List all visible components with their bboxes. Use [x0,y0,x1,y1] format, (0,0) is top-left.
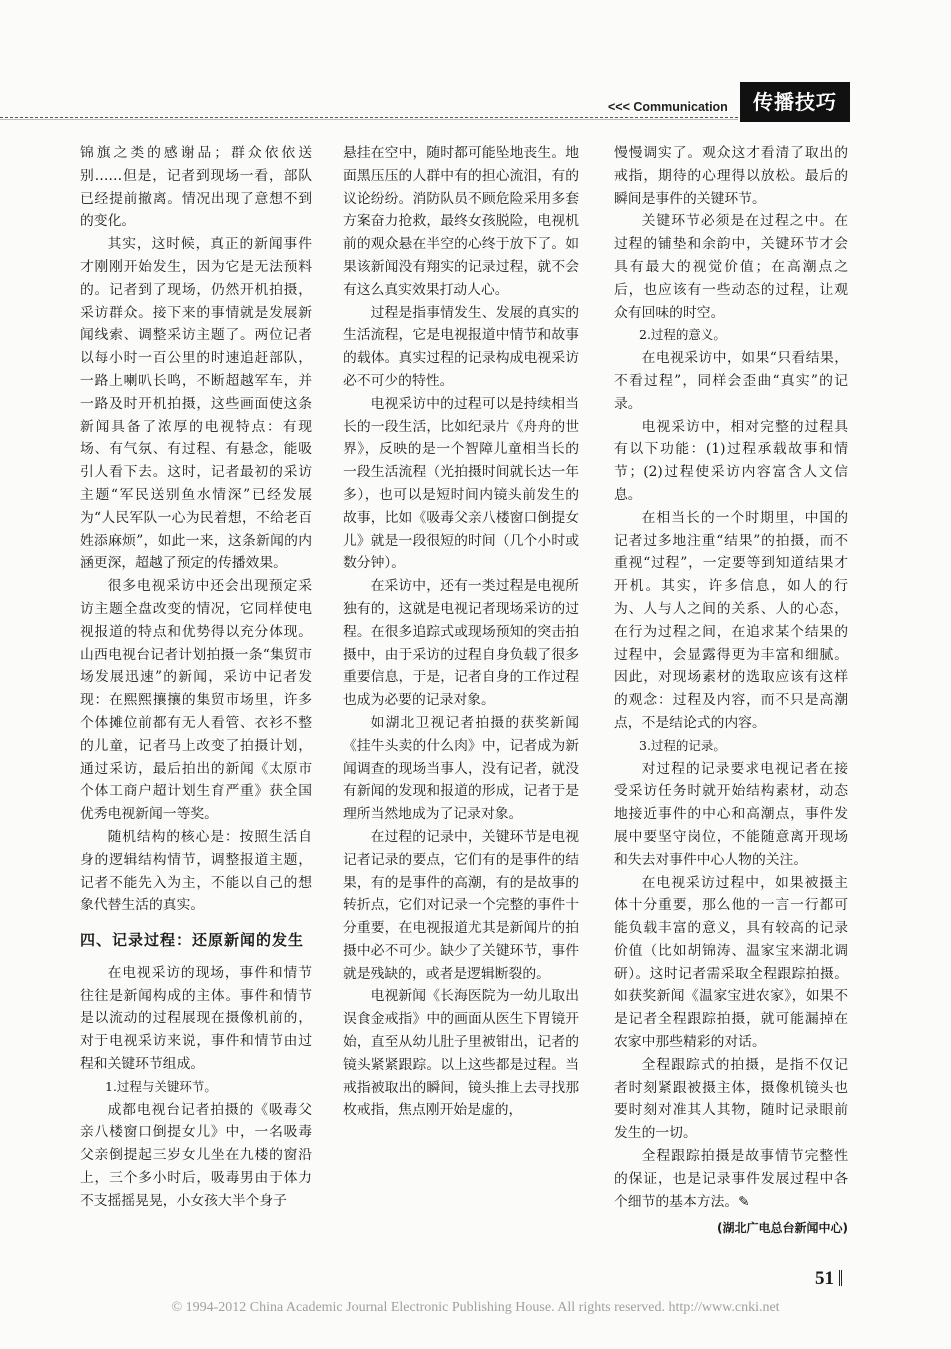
header-rule [0,117,738,118]
paragraph: 对过程的记录要求电视记者在接受采访任务时就开始结构素材，动态地接近事件的中心和高潮点，事件发展中要坚守岗位，不能随意离开现场和失去对事件中心人物的关注。 [614,760,848,868]
paragraph: 在相当长的一个时期里，中国的记者过多地注重“结果”的拍摄，而不重视“过程”，一定要等到知道结果才开机。其实，许多信息，如人的行为、人与人之间的关系、人的心态，在行为过程之间，在追求某个结果的过程中，会显露得更为丰富和细腻。因此，对现场素材的选取应该有这样的观念：过程及内容，而不只是高潮点，不是结论式的内容。 [614,509,848,731]
paragraph: 在采访中，还有一类过程是电视所独有的，这就是电视记者现场采访的过程。在很多追踪式或现场预知的突击拍摄中，由于采访的过程自身负载了很多重要信息，于是，记者自身的工作过程也成为必要的记录对象。 [343,578,579,709]
column-1 [80,142,312,1213]
section-title-box: 传播技巧 [740,82,850,122]
copyright-notice: © 1994-2012 China Academic Journal Electronic Publishing House. All rights reserved. http://www.cnki.net [171,1300,780,1315]
paragraph: 在电视采访的现场，事件和情节往往是新闻构成的主体。事件和情节是以流动的过程展现在摄像机前的，对于电视采访来说，事件和情节由过程和关键环节组成。 [80,964,312,1073]
paragraph: 电视采访中的过程可以是持续相当长的一段生活，比如纪录片《舟舟的世界》，反映的是一个智障儿童相当长的一段生活流程（光拍摄时间就长达一年多），也可以是短时间内镜头前发生的故事，比如《吸毒父亲八楼窗口倒提女儿》就是一段很短的时间（几个小时或数分钟）。 [343,395,579,572]
paragraph: 其实，这时候，真正的新闻事件才刚刚开始发生，因为它是无法预料的。记者到了现场，仍然开机拍摄，采访群众。接下来的事情就是发展新闻线索、调整采访主题了。两位记者以每小时一百公里的时速追赶部队，一路上喇叭长鸣，不断超越军车，并一路及时开机拍摄，这些画面使这条新闻具备了浓厚的电视特点：有现场、有气氛、有过程、有悬念，能吸引人看下去。这时，记者最初的采访主题“军民送别鱼水情深”已经发展为“人民军队一心为民着想，不给老百姓添麻烦”，如此一来，这条新闻的内涵更深，超越了预定的传播效果。 [80,236,312,572]
sub-heading: 3.过程的记录。 [639,737,726,753]
paragraph: 锦旗之类的感谢品；群众依依送别……但是，记者到现场一看，部队已经提前撤离。情况出现了意想不到的变化。 [80,145,312,230]
paragraph: 关键环节必须是在过程之中。在过程的铺垫和余韵中，关键环节才会具有最大的视觉价值；在高潮点之后，也应该有一些动态的过程，让观众有回味的时空。 [614,213,848,321]
paragraph: 在电视采访过程中，如果被摄主体十分重要，那么他的一言一行都可能负载丰富的意义，具有较高的记录价值（比如胡锦涛、温家宝来湖北调研）。这时记者需采取全程跟踪拍摄。如获奖新闻《温家宝进农家》，如果不是记者全程跟踪拍摄，就可能漏掉在农家中那些精彩的对话。 [614,874,848,1051]
paragraph: 随机结构的核心是：按照生活自身的逻辑结构情节，调整报道主题，记者不能先入为主，不能以自己的想象代替生活的真实。 [80,828,312,914]
paragraph: 电视新闻《长海医院为一幼儿取出误食金戒指》中的画面从医生下胃镜开始，直至从幼儿肚子里被钳出，记者的镜头紧紧跟踪。以上这些都是过程。当戒指被取出的瞬间，镜头推上去寻找那枚戒指，焦点刚开始是虚的， [343,988,579,1119]
sub-heading: 2.过程的意义。 [639,327,726,343]
paragraph: 如湖北卫视记者拍摄的获奖新闻《挂牛头卖的什么肉》中，记者成为新闻调查的现场当事人，没有记者，就没有新闻的发现和报道的形成，记者于是理所当然地成为了记录对象。 [343,714,579,823]
paragraph: 很多电视采访中还会出现预定采访主题全盘改变的情况，它同样使电视报道的特点和优势得以充分体现。山西电视台记者计划拍摄一条“集贸市场发展迅速”的新闻，采访中记者发现：在熙熙攘攘的集贸市场里，许多个体摊位前都有无人看管、衣衫不整的儿童，记者马上改变了拍摄计划，通过采访，最后拍出的新闻《太原市个体工商户超计划生育严重》获全国优秀电视新闻一等奖。 [80,578,312,823]
header-english-label: <<< Communication [608,100,728,114]
paragraph-text: 全程跟踪拍摄是故事情节完整性的保证，也是记录事件发展过程中各个细节的基本方法。 [614,1148,848,1210]
end-mark-icon: ✎ [738,1193,750,1210]
author-credit: (湖北广电总台新闻中心) [717,1221,848,1236]
section-heading: 四、记录过程：还原新闻的发生 [80,931,305,950]
sub-heading: 1.过程与关键环节。 [105,1078,217,1094]
column-2 [343,142,579,1122]
paragraph: 全程跟踪式的拍摄，是指不仅记者时刻紧跟被摄主体，摄像机镜头也要时刻对准其人其物，随时记录眼前发生的一切。 [614,1056,848,1142]
column-3 [614,142,848,1240]
paragraph: 过程是指事情发生、发展的真实的生活流程，它是电视报道中情节和故事的载体。真实过程的记录构成电视采访必不可少的特性。 [343,304,579,389]
paragraph: 悬挂在空中，随时都可能坠地丧生。地面黑压压的人群中有的担心流泪，有的议论纷纷。消防队员不顾危险采用多套方案奋力抢救，最终女孩脱险，电视机前的观众悬在半空的心终于放下了。如果该新闻没有翔实的记录过程，就不会有这么真实效果打动人心。 [343,145,579,298]
paragraph: 成都电视台记者拍摄的《吸毒父亲八楼窗口倒提女儿》中，一名吸毒父亲倒提起三岁女儿坐在九楼的窗沿上，三个多小时后，吸毒男由于体力不支摇摇晃晃，小女孩大半个身子 [80,1101,312,1209]
paragraph: 在过程的记录中，关键环节是电视记者记录的要点，它们有的是事件的结果，有的是事件的高潮，有的是故事的转折点，它们对记录一个完整的事件十分重要，在电视报道尤其是新闻片的拍摄中必不可少。缺少了关键环节，事件就是残缺的，或者是逻辑断裂的。 [343,828,579,982]
paragraph: 在电视采访中，如果“只看结果，不看过程”，同样会歪曲“真实”的记录。 [614,350,848,412]
paragraph: 电视采访中，相对完整的过程具有以下功能：(1)过程承载故事和情节；(2)过程使采访内容富含人文信息。 [614,418,848,503]
page-number-mark [839,1270,848,1286]
page-number: 51 [815,1268,834,1289]
paragraph: 慢慢调实了。观众这才看清了取出的戒指，期待的心理得以放松。最后的瞬间是事件的关键环节。 [614,145,848,207]
header-rule-thin [0,119,738,120]
paragraph-last [614,1145,848,1213]
